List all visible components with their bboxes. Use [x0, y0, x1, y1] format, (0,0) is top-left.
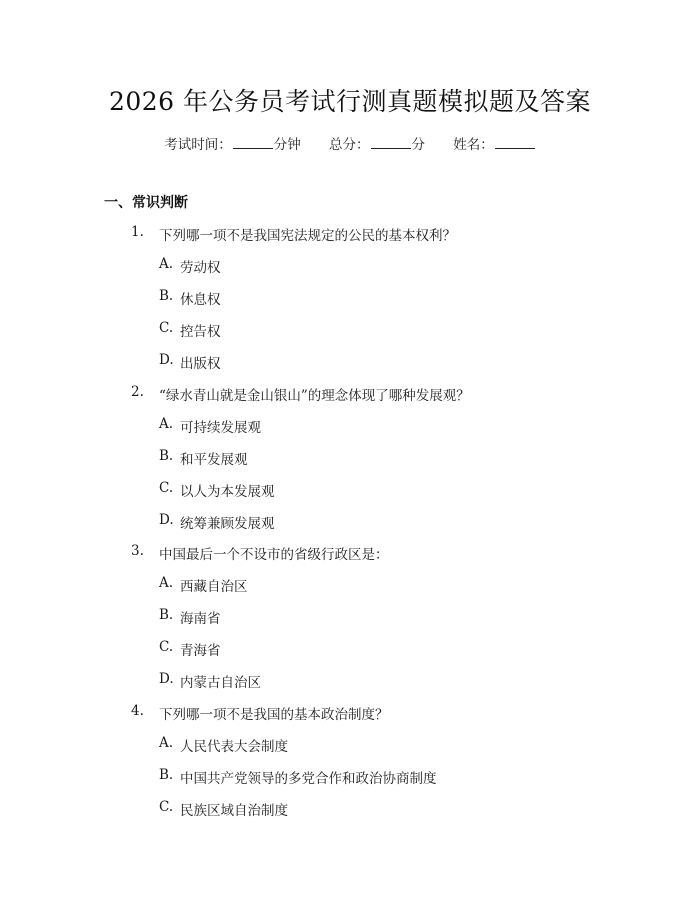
question-number: 1. [131, 224, 144, 240]
option-text: 以人为本发展观 [180, 484, 275, 500]
name-field [453, 133, 536, 153]
option-letter: C. [159, 639, 174, 655]
option-letter: B. [159, 448, 174, 464]
question-number: 2. [131, 384, 144, 400]
option-text: 民族区域自治制度 [180, 803, 288, 819]
name-blank [495, 135, 535, 149]
option-text: 控告权 [180, 324, 221, 340]
option-letter: C. [159, 799, 174, 815]
exam-time-field [164, 133, 301, 153]
option-letter: B. [159, 288, 174, 304]
option-letter: C. [159, 320, 174, 336]
total-score-field [329, 133, 425, 153]
option-text: 内蒙古自治区 [180, 675, 261, 691]
option-letter: C. [159, 480, 174, 496]
question-text: “绿水青山就是金山银山”的理念体现了哪种发展观？ [159, 388, 470, 404]
exam-meta-line [0, 133, 700, 153]
option-text: 劳动权 [180, 260, 221, 276]
option-letter: D. [159, 512, 174, 528]
option-text: 休息权 [180, 292, 221, 308]
option-text: 西藏自治区 [180, 579, 248, 595]
option-letter: D. [159, 671, 174, 687]
option-text: 海南省 [180, 611, 221, 627]
option-text: 可持续发展观 [180, 420, 261, 436]
question-number: 4. [131, 703, 144, 719]
option-text: 出版权 [180, 356, 221, 372]
option-text: 和平发展观 [180, 452, 248, 468]
total-score-blank [371, 135, 411, 149]
option-letter: B. [159, 607, 174, 623]
option-text: 中国共产党领导的多党合作和政治协商制度 [180, 771, 437, 787]
option-text: 青海省 [180, 643, 221, 659]
question-text: 下列哪一项不是我国的基本政治制度？ [159, 707, 389, 723]
exam-time-blank [233, 135, 273, 149]
option-letter: A. [159, 575, 174, 591]
question-number: 3. [131, 543, 144, 559]
name-label: 姓名： [453, 137, 494, 153]
option-letter: B. [159, 767, 174, 783]
option-text: 统筹兼顾发展观 [180, 516, 275, 532]
option-letter: A. [159, 256, 174, 272]
document-title: 2026 年公务员考试行测真题模拟题及答案 [108, 87, 592, 116]
exam-time-unit: 分钟 [273, 137, 301, 153]
option-letter: D. [159, 352, 174, 368]
total-score-unit: 分 [411, 137, 425, 153]
question-text: 下列哪一项不是我国宪法规定的公民的基本权利？ [159, 228, 456, 244]
exam-time-label: 考试时间： [164, 137, 232, 153]
section-heading: 一、常识判断 [104, 195, 188, 211]
option-letter: A. [159, 416, 174, 432]
option-letter: A. [159, 735, 174, 751]
total-score-label: 总分： [329, 137, 370, 153]
question-text: 中国最后一个不设市的省级行政区是： [159, 547, 389, 563]
option-text: 人民代表大会制度 [180, 739, 288, 755]
